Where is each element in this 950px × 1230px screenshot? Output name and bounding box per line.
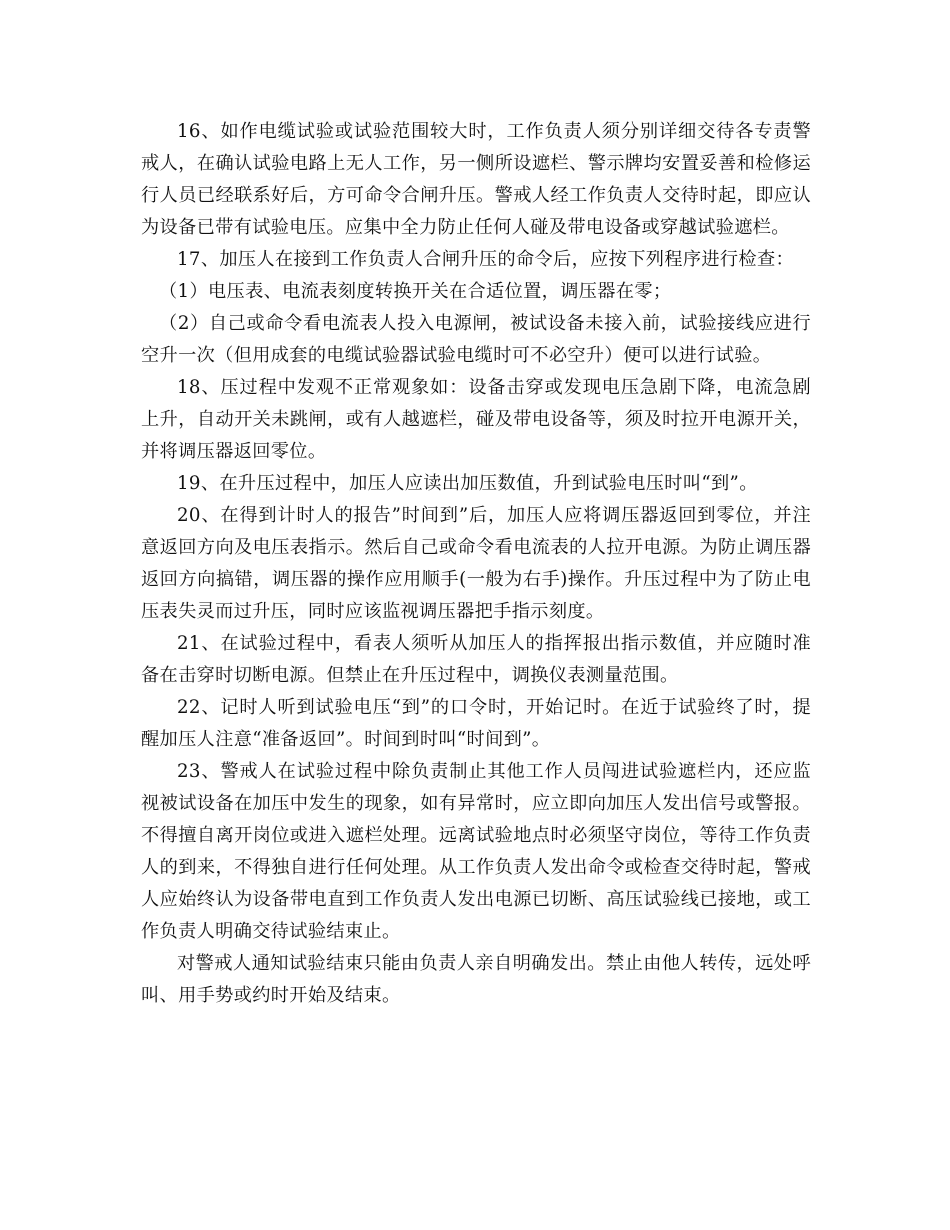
paragraph-21: 21、在试验过程中，看表人须听从加压人的指挥报出指示数值，并应随时准备在击穿时切断电源。但禁止在升压过程中，调换仪表测量范围。: [141, 633, 811, 686]
paragraph-23: 23、警戒人在试验过程中除负责制止其他工作人员闯进试验遮栏内，还应监视被试设备在加压中发生的现象，如有异常时，应立即向加压人发出信号或警报。不得擅自离开岗位或进入遮栏处理。远离试验地点时必须坚守岗位，等待工作负责人的到来，不得独自进行任何处理。从工作负责人发出命令或检查交待时起，警戒人应始终认为设备带电直到工作负责人发出电源已切断、高压试验线已接地，或工作负责人明确交待试验结束止。: [141, 761, 811, 942]
paragraph-18: 18、压过程中发观不正常观象如：设备击穿或发现电压急剧下降，电流急剧上升，自动开关未跳闸，或有人越遮栏，碰及带电设备等，须及时拉开电源开关，并将调压器返回零位。: [141, 377, 811, 462]
paragraph-16: 16、如作电缆试验或试验范围较大时，工作负责人须分别详细交待各专责警戒人，在确认试验电路上无人工作，另一侧所设遮栏、警示牌均安置妥善和检修运行人员已经联系好后，方可命令合闸升压。警戒人经工作负责人交待时起，即应认为设备已带有试验电压。应集中全力防止任何人碰及带电设备或穿越试验遮栏。: [141, 121, 811, 238]
paragraph-19: 19、在升压过程中，加压人应读出加压数值，升到试验电压时叫“到”。: [177, 473, 758, 494]
paragraph-17: 17、加压人在接到工作负责人合闸升压的命令后，应按下列程序进行检查：: [177, 249, 795, 270]
paragraph-20: 20、在得到计时人的报告”时间到”后，加压人应将调压器返回到零位，并注意返回方向及电压表指示。然后自己或命令看电流表的人拉开电源。为防止调压器返回方向搞错，调压器的操作应用顺手(一般为右手)操作。升压过程中为了防止电压表失灵而过升压，同时应该监视调压器把手指示刻度。: [141, 505, 811, 622]
paragraph-17-item-1: （1）电压表、电流表刻度转换开关在合适位置，调压器在零；: [159, 281, 672, 302]
paragraph-closing-note: 对警戒人通知试验结束只能由负责人亲自明确发出。禁止由他人转传，远处呼叫、用手势或约时开始及结束。: [141, 953, 811, 1006]
paragraph-22: 22、记时人听到试验电压“到”的口令时，开始记时。在近于试验终了时，提醒加压人注意“准备返回”。时间到时叫“时间到”。: [141, 697, 811, 750]
document-body: [141, 116, 811, 1012]
paragraph-17-item-2: （2）自己或命令看电流表人投入电源闸，被试设备未接入前，试验接线应进行空升一次（但用成套的电缆试验器试验电缆时可不必空升）便可以进行试验。: [141, 313, 811, 366]
